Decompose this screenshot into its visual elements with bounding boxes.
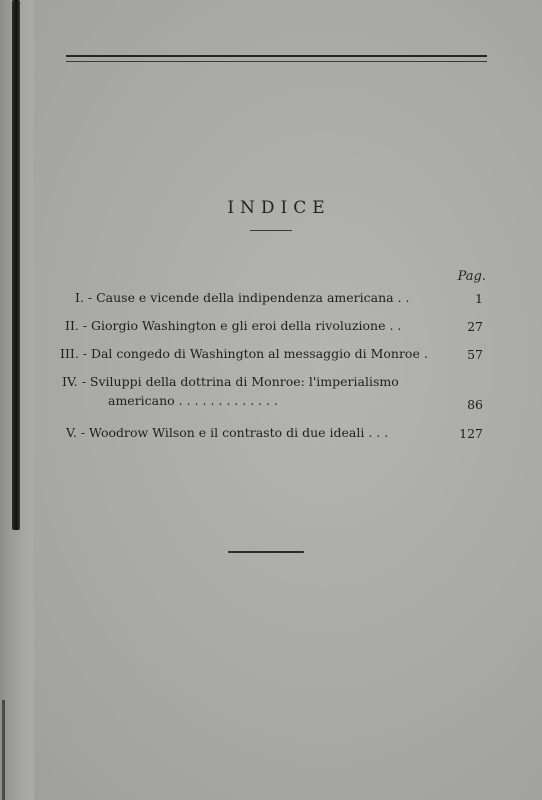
toc-entry-4-page: 86 (467, 397, 483, 412)
page-column-header: Pag. (457, 269, 486, 284)
binding-edge (12, 0, 20, 530)
page-title: INDICE (227, 198, 331, 218)
toc-entry-1-page: 1 (475, 291, 483, 306)
header-rule-thin (66, 61, 487, 62)
header-rule-thick (66, 55, 487, 57)
toc-entry-3: III. - Dal congedo di Washington al messaggio di Monroe . (60, 346, 428, 361)
toc-entry-2-page: 27 (467, 319, 483, 334)
binding-edge-lower (2, 700, 5, 800)
toc-entry-5-page: 127 (459, 426, 483, 441)
toc-entry-5: V. - Woodrow Wilson e il contrasto di due ideali . . . (66, 425, 389, 440)
toc-entry-2: II. - Giorgio Washington e gli eroi della rivoluzione . . (65, 318, 402, 333)
toc-entry-1: I. - Cause e vicende della indipendenza americana . . (75, 290, 410, 305)
title-rule (250, 230, 292, 231)
toc-entry-4: IV. - Sviluppi della dottrina di Monroe: l'imperialismo (62, 374, 399, 389)
toc-entry-4-continued: americano . . . . . . . . . . . . . (108, 393, 279, 408)
toc-entry-3-page: 57 (467, 347, 483, 362)
closing-ornament-rule (228, 551, 304, 553)
